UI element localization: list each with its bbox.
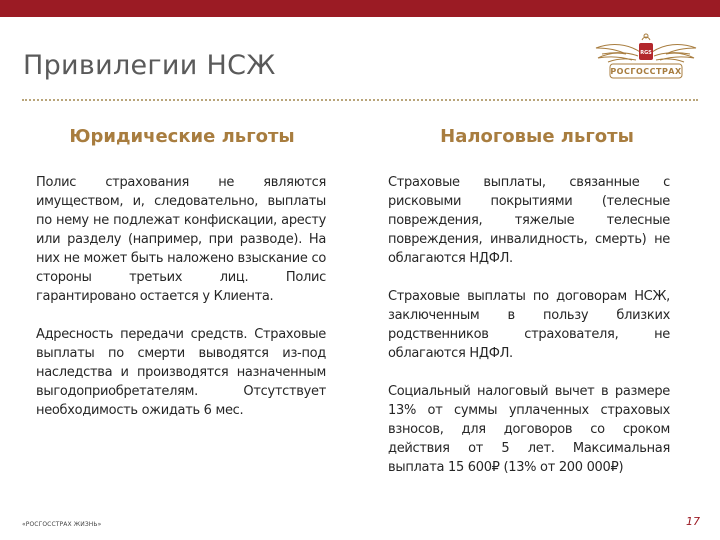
top-color-bar: [0, 0, 720, 17]
page-title: Привилегии НСЖ: [23, 50, 276, 81]
company-logo: [588, 30, 704, 82]
legal-benefits-heading: Юридические льготы: [69, 126, 295, 147]
legal-paragraph-1: Полис страхования не являются имуществом, и, следовательно, выплаты по нему не подлежат конфискации, аресту или разделу (например, при разводе). На них не может быть наложено взыскание со стороны третьих лиц. Полис гарантировано остается у Клиента.: [36, 175, 326, 304]
legal-paragraph-2: Адресность передачи средств. Страховые выплаты по смерти выводятся из-под наследства и производятся назначенным выгодоприобретателям. Отсутствует необходимость ожидать 6 мес.: [36, 327, 326, 418]
page-number: 17: [686, 515, 700, 528]
logo-text: РОСГОССТРАХ: [610, 67, 682, 76]
tax-paragraph-2: Страховые выплаты по договорам НСЖ, заключенным в пользу близких родственников страхователя, не облагаются НДФЛ.: [388, 289, 670, 361]
legal-benefits-text: [36, 173, 326, 420]
tax-benefits-text: [388, 173, 670, 477]
tax-paragraph-3: Социальный налоговый вычет в размере 13% от суммы уплаченных страховых взносов, для договоров со сроком действия от 5 лет. Максимальная выплата 15 600₽ (13% от 200 000₽): [388, 384, 670, 475]
logo-badge-text: RGS: [640, 50, 652, 56]
tax-benefits-heading: Налоговые льготы: [440, 126, 634, 147]
header-divider: [22, 99, 698, 101]
tax-paragraph-1: Страховые выплаты, связанные с рисковыми покрытиями (телесные повреждения, тяжелые телесные повреждения, инвалидность, смерть) не облагаются НДФЛ.: [388, 175, 670, 266]
footer-company: «РОСГОССТРАХ ЖИЗНЬ»: [22, 521, 102, 528]
